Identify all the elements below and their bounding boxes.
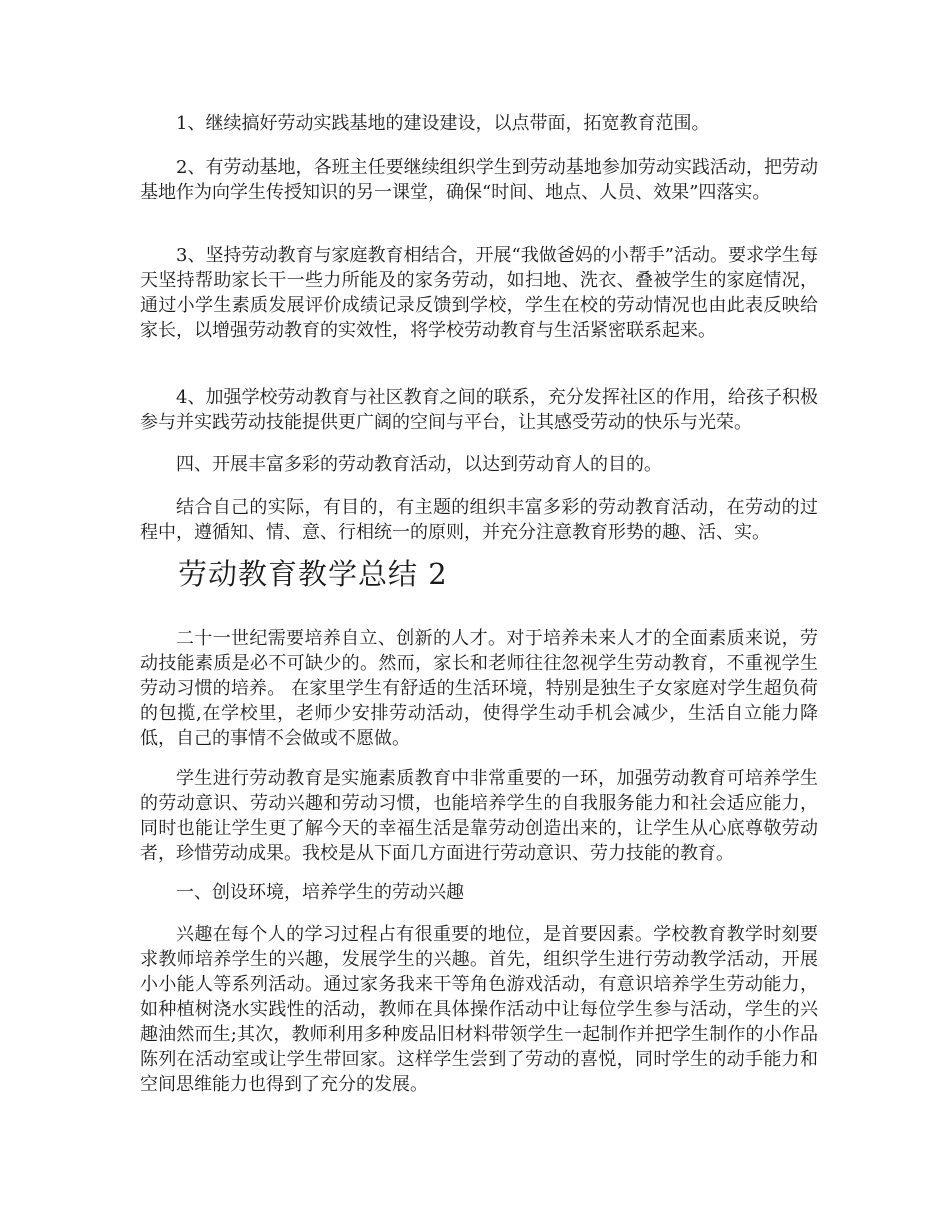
section-title: 劳动教育教学总结 2	[178, 557, 448, 591]
paragraph-item-4: 4、加强学校劳动教育与社区教育之间的联系，充分发挥社区的作用，给孩子积极参与并实践劳动技能提供更广阔的空间与平台，让其感受劳动的快乐与光荣。	[140, 387, 818, 433]
paragraph-importance: 学生进行劳动教育是实施素质教育中非常重要的一环，加强劳动教育可培养学生的劳动意识、劳动兴趣和劳动习惯，也能培养学生的自我服务能力和社会适应能力，同时也能让学生更了解今天的幸福生活是靠劳动创造出来的，让学生从心底尊敬劳动者，珍惜劳动成果。我校是从下面几方面进行劳动意识、劳力技能的教育。	[140, 768, 818, 864]
paragraph-item-3: 3、坚持劳动教育与家庭教育相结合，开展“我做爸妈的小帮手”活动。要求学生每天坚持帮助家长干一些力所能及的家务劳动，如扫地、洗衣、叠被学生的家庭情况，通过小学生素质发展评价成绩记录反馈到学校，学生在校的劳动情况也由此表反映给家长，以增强劳动教育的实效性，将学校劳动教育与生活紧密联系起来。	[140, 245, 818, 341]
paragraph-summary: 结合自己的实际，有目的，有主题的组织丰富多彩的劳动教育活动，在劳动的过程中，遵循知、情、意、行相统一的原则，并充分注意教育形势的趣、活、实。	[140, 497, 818, 543]
paragraph-interest: 兴趣在每个人的学习过程占有很重要的地位，是首要因素。学校教育教学时刻要求教师培养学生的兴趣，发展学生的兴趣。首先，组织学生进行劳动教学活动，开展 小小能人等系列活动。通过家务我来干等角色游戏活动，有意识培养学生劳动能力，如种植树浇水实践性的活动，教师在具体操作活动中让每位学生参与活动，学生的兴趣油然而生;其次，教师利用多种废品旧材料带领学生一起制作并把学生制作的小作品陈列在活动室或让学生带回家。这样学生尝到了劳动的喜悦，同时学生的动手能力和空间思维能力也得到了充分的发展。	[140, 924, 818, 1095]
paragraph-section-four: 四、开展丰富多彩的劳动教育活动，以达到劳动育人的目的。	[176, 454, 662, 475]
paragraph-item-1: 1、继续搞好劳动实践基地的建设建设，以点带面，拓宽教育范围。	[176, 113, 710, 134]
paragraph-item-2: 2、有劳动基地，各班主任要继续组织学生到劳动基地参加劳动实践活动，把劳动基地作为向学生传授知识的另一课堂，确保“时间、地点、人员、效果”四落实。	[140, 157, 818, 203]
paragraph-subheading-one: 一、创设环境，培养学生的劳动兴趣	[176, 882, 464, 903]
paragraph-intro: 二十一世纪需要培养自立、创新的人才。对于培养未来人才的全面素质来说，劳动技能素质是必不可缺少的。然而，家长和老师往往忽视学生劳动教育，不重视学生劳动习惯的培养。 在家里学生有舒适的生活环境，特别是独生子女家庭对学生超负荷的包揽,在学校里，老师少安排劳动活动，使得学生动手机会减少，生活自立能力降低，自己的事情不会做或不愿做。	[140, 628, 818, 749]
